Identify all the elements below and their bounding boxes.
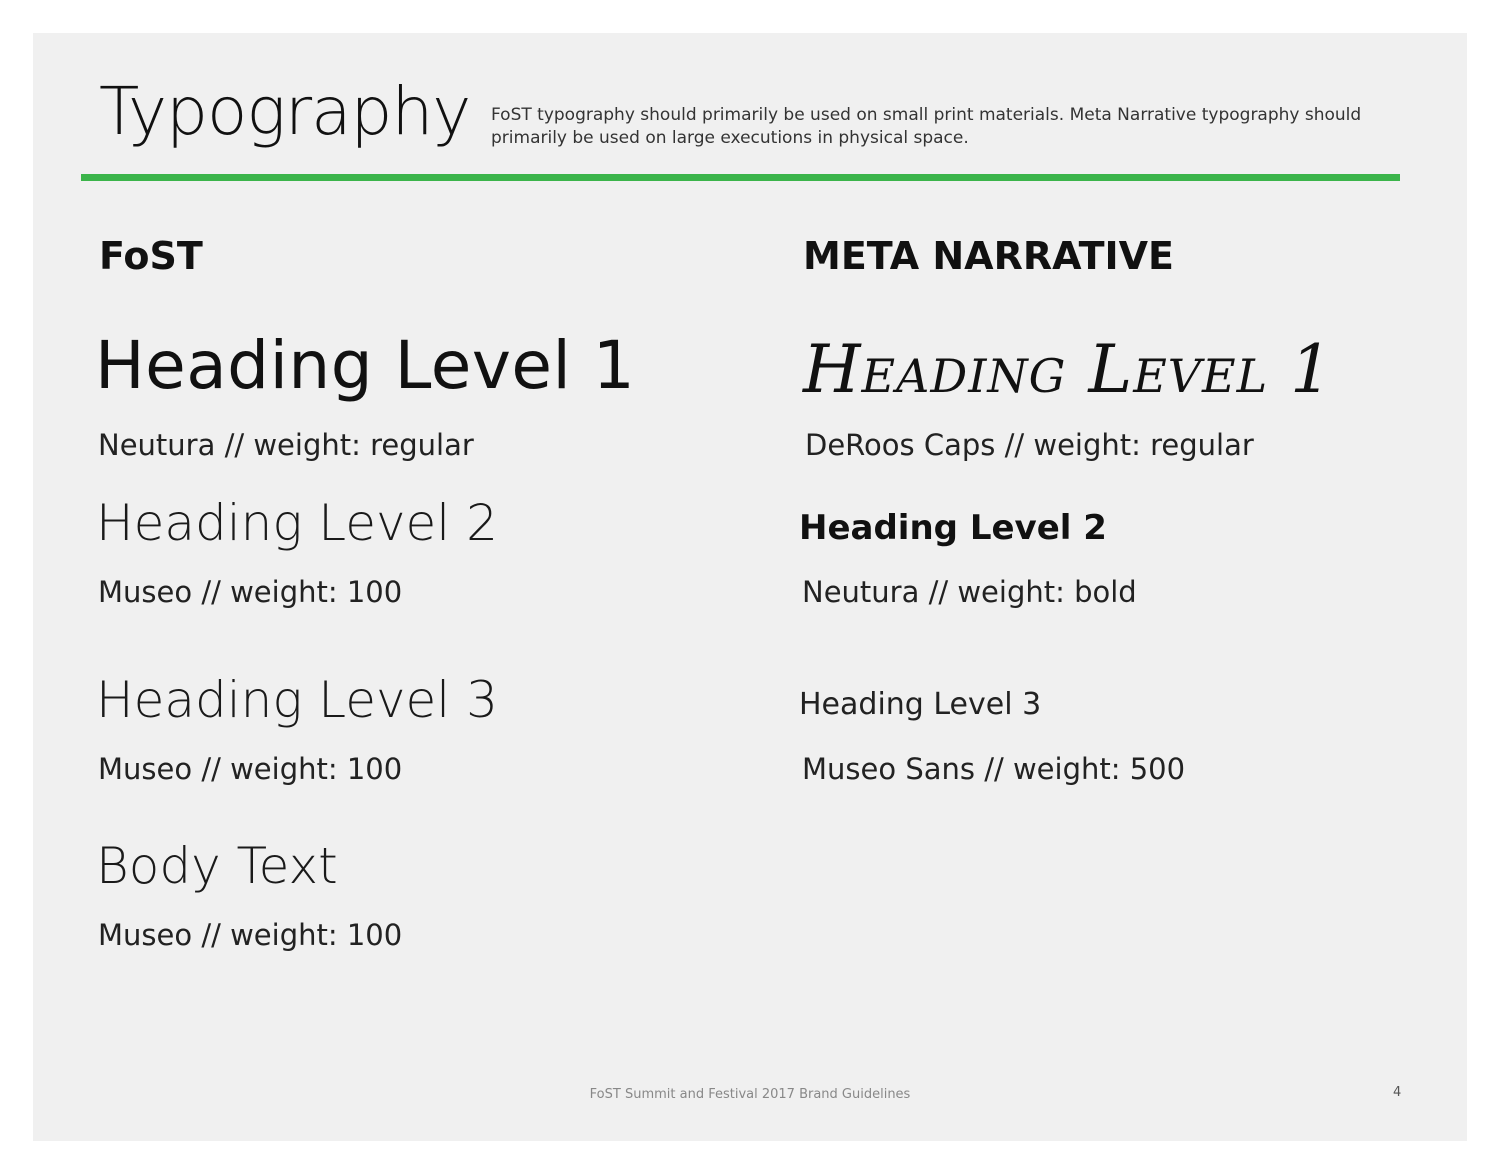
fost-body-sample: Body Text — [96, 837, 338, 895]
fost-heading3-spec: Museo // weight: 100 — [98, 752, 403, 786]
page-number: 4 — [1393, 1085, 1402, 1100]
fost-body-spec: Museo // weight: 100 — [98, 918, 403, 952]
meta-heading3-spec: Museo Sans // weight: 500 — [802, 752, 1186, 786]
page-title: Typography — [99, 73, 471, 150]
footer-text: FoST Summit and Festival 2017 Brand Guidelines — [589, 1087, 911, 1102]
meta-heading3-sample: Heading Level 3 — [799, 687, 1042, 722]
meta-heading2-spec: Neutura // weight: bold — [802, 575, 1137, 609]
intro-text: FoST typography should primarily be used on small print materials. Meta Narrative typography should primarily be used on large executions in physical space. — [491, 105, 1362, 148]
fost-heading1-spec: Neutura // weight: regular — [98, 428, 474, 462]
document-page — [33, 33, 1467, 1141]
fost-heading2-spec: Museo // weight: 100 — [98, 575, 403, 609]
meta-narrative-label: META NARRATIVE — [803, 234, 1175, 278]
meta-heading2-sample: Heading Level 2 — [799, 508, 1107, 548]
fost-heading2-sample: Heading Level 2 — [96, 494, 498, 552]
meta-heading1-spec: DeRoos Caps // weight: regular — [805, 428, 1254, 462]
meta-heading1-sample: Heading Level 1 — [803, 331, 1334, 408]
fost-label: FoST — [99, 234, 203, 278]
fost-heading1-sample: Heading Level 1 — [95, 327, 636, 404]
fost-heading3-sample: Heading Level 3 — [96, 671, 498, 729]
title-divider — [81, 174, 1400, 181]
